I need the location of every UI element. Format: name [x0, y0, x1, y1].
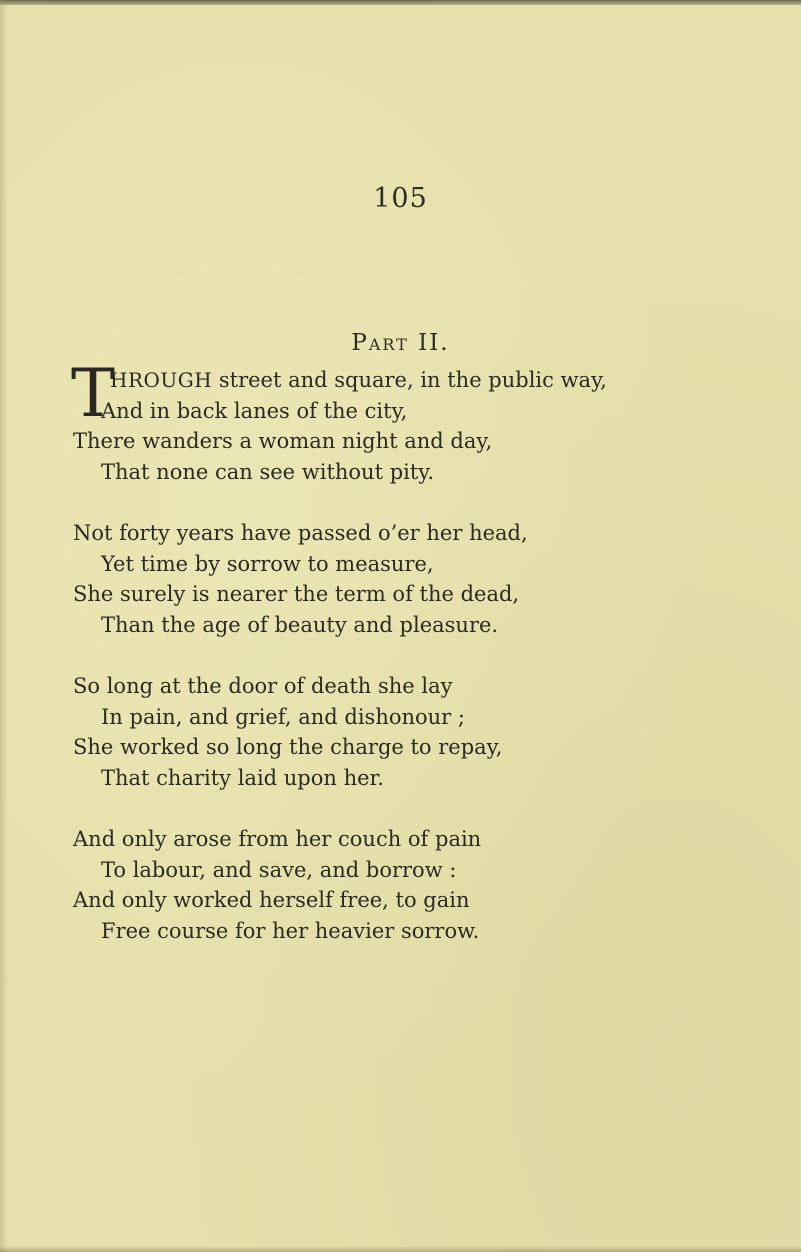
poem-line: There wanders a woman night and day, [73, 429, 493, 453]
poem-line [73, 365, 793, 396]
poem-line: Than the age of beauty and pleasure. [101, 612, 499, 637]
drop-cap: T [71, 355, 116, 432]
stanza-2 [73, 518, 793, 640]
page-top-edge [0, 0, 801, 5]
poem-line: To labour, and save, and borrow : [101, 857, 457, 882]
first-line-text: street and square, in the public way, [212, 368, 607, 392]
poem-line: Free course for her heavier sorrow. [101, 918, 480, 943]
poem-line: And only arose from her couch of pain [73, 827, 482, 851]
stanza-3 [73, 671, 793, 793]
page-number: 105 [373, 183, 428, 214]
poem-line: And only worked herself free, to gain [73, 888, 470, 912]
stanza-1 [71, 355, 793, 487]
poem-line: Yet time by sorrow to measure, [101, 551, 434, 576]
poem [71, 355, 793, 977]
poem-line: That none can see without pity. [101, 459, 435, 484]
first-word-caps: HROUGH [110, 368, 213, 392]
stanza-4 [73, 824, 793, 946]
poem-line: In pain, and grief, and dishonour ; [101, 704, 465, 729]
poem-line: Not forty years have passed o’er her head, [73, 521, 528, 545]
poem-line: She worked so long the charge to repay, [73, 735, 503, 759]
poem-line: That charity laid upon her. [101, 765, 384, 790]
part-heading: Part II. [351, 330, 450, 356]
poem-line: And in back lanes of the city, [101, 398, 408, 423]
page-bottom-edge [0, 1246, 801, 1252]
poem-line: She surely is nearer the term of the dead, [73, 582, 520, 606]
poem-line: So long at the door of death she lay [73, 674, 453, 698]
